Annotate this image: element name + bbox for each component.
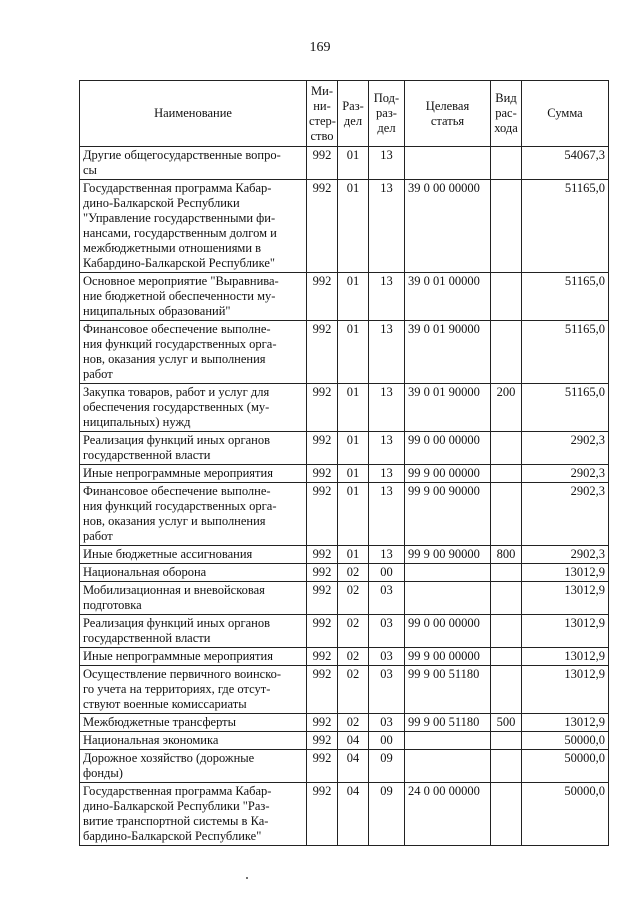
row-sum: 2902,3 bbox=[522, 465, 609, 483]
row-section: 01 bbox=[338, 273, 369, 321]
row-ministry: 992 bbox=[307, 180, 338, 273]
row-expense-type: 800 bbox=[491, 546, 522, 564]
row-section: 02 bbox=[338, 666, 369, 714]
row-ministry: 992 bbox=[307, 582, 338, 615]
row-expense-type bbox=[491, 321, 522, 384]
row-sum: 50000,0 bbox=[522, 783, 609, 846]
header-target: Целевая статья bbox=[405, 81, 491, 147]
row-section: 01 bbox=[338, 465, 369, 483]
row-sum: 51165,0 bbox=[522, 321, 609, 384]
row-expense-type bbox=[491, 732, 522, 750]
row-ministry: 992 bbox=[307, 666, 338, 714]
row-section: 04 bbox=[338, 783, 369, 846]
row-target: 99 9 00 00000 bbox=[405, 648, 491, 666]
row-name: Реализация функций иных органов государственной власти bbox=[80, 615, 307, 648]
row-name: Иные непрограммные мероприятия bbox=[80, 648, 307, 666]
row-target: 99 0 00 00000 bbox=[405, 432, 491, 465]
row-sum: 51165,0 bbox=[522, 384, 609, 432]
row-name: Финансовое обеспечение выполне- ния функций государственных орга- нов, оказания услуг и выполнения работ bbox=[80, 483, 307, 546]
row-section: 01 bbox=[338, 147, 369, 180]
row-name: Основное мероприятие "Выравнива- ние бюджетной обеспеченности му- ниципальных образований" bbox=[80, 273, 307, 321]
table-row bbox=[80, 546, 609, 564]
row-name: Национальная оборона bbox=[80, 564, 307, 582]
table-row bbox=[80, 384, 609, 432]
row-sum: 13012,9 bbox=[522, 564, 609, 582]
row-target: 99 9 00 90000 bbox=[405, 483, 491, 546]
row-ministry: 992 bbox=[307, 483, 338, 546]
row-subsection: 03 bbox=[369, 615, 405, 648]
row-name: Иные бюджетные ассигнования bbox=[80, 546, 307, 564]
row-section: 02 bbox=[338, 615, 369, 648]
row-sum: 50000,0 bbox=[522, 750, 609, 783]
row-section: 04 bbox=[338, 732, 369, 750]
row-ministry: 992 bbox=[307, 564, 338, 582]
row-subsection: 13 bbox=[369, 465, 405, 483]
row-sum: 13012,9 bbox=[522, 666, 609, 714]
row-expense-type bbox=[491, 432, 522, 465]
row-sum: 51165,0 bbox=[522, 180, 609, 273]
row-target: 99 9 00 51180 bbox=[405, 666, 491, 714]
table-row bbox=[80, 732, 609, 750]
row-name: Финансовое обеспечение выполне- ния функций государственных орга- нов, оказания услуг и выполнения работ bbox=[80, 321, 307, 384]
row-name: Дорожное хозяйство (дорожные фонды) bbox=[80, 750, 307, 783]
row-target: 99 9 00 90000 bbox=[405, 546, 491, 564]
row-expense-type: 200 bbox=[491, 384, 522, 432]
row-ministry: 992 bbox=[307, 321, 338, 384]
row-ministry: 992 bbox=[307, 273, 338, 321]
row-target: 39 0 01 90000 bbox=[405, 384, 491, 432]
row-subsection: 03 bbox=[369, 666, 405, 714]
budget-table bbox=[79, 80, 609, 846]
table-row bbox=[80, 321, 609, 384]
table-row bbox=[80, 147, 609, 180]
header-ministry: Ми- ни- стер- ство bbox=[307, 81, 338, 147]
row-name: Государственная программа Кабар- дино-Балкарской Республики "Управление государственными фи- нансами, государственным долгом и межбюджетными отношениями в Кабардино-Балкарской Республике" bbox=[80, 180, 307, 273]
row-subsection: 00 bbox=[369, 564, 405, 582]
row-ministry: 992 bbox=[307, 648, 338, 666]
row-name: Реализация функций иных органов государственной власти bbox=[80, 432, 307, 465]
row-ministry: 992 bbox=[307, 465, 338, 483]
row-name: Закупка товаров, работ и услуг для обеспечения государственных (му- ниципальных) нужд bbox=[80, 384, 307, 432]
table-row bbox=[80, 783, 609, 846]
row-ministry: 992 bbox=[307, 714, 338, 732]
row-name: Межбюджетные трансферты bbox=[80, 714, 307, 732]
row-sum: 51165,0 bbox=[522, 273, 609, 321]
row-subsection: 13 bbox=[369, 180, 405, 273]
row-subsection: 13 bbox=[369, 546, 405, 564]
row-expense-type bbox=[491, 465, 522, 483]
header-row bbox=[80, 81, 609, 147]
row-ministry: 992 bbox=[307, 732, 338, 750]
row-subsection: 03 bbox=[369, 648, 405, 666]
row-target: 39 0 00 00000 bbox=[405, 180, 491, 273]
row-subsection: 03 bbox=[369, 582, 405, 615]
row-ministry: 992 bbox=[307, 432, 338, 465]
row-section: 01 bbox=[338, 483, 369, 546]
row-sum: 13012,9 bbox=[522, 714, 609, 732]
header-subsection: Под- раз- дел bbox=[369, 81, 405, 147]
table-row bbox=[80, 615, 609, 648]
row-subsection: 09 bbox=[369, 783, 405, 846]
row-target: 39 0 01 90000 bbox=[405, 321, 491, 384]
row-subsection: 13 bbox=[369, 147, 405, 180]
row-target bbox=[405, 750, 491, 783]
row-name: Мобилизационная и вневойсковая подготовка bbox=[80, 582, 307, 615]
row-subsection: 03 bbox=[369, 714, 405, 732]
row-name: Иные непрограммные мероприятия bbox=[80, 465, 307, 483]
row-target bbox=[405, 564, 491, 582]
row-target: 99 9 00 00000 bbox=[405, 465, 491, 483]
header-section: Раз- дел bbox=[338, 81, 369, 147]
stray-dot bbox=[246, 877, 248, 879]
row-target bbox=[405, 582, 491, 615]
row-ministry: 992 bbox=[307, 615, 338, 648]
page-number: 169 bbox=[309, 40, 331, 55]
table-row bbox=[80, 750, 609, 783]
row-ministry: 992 bbox=[307, 384, 338, 432]
header-expense-type: Вид рас- хода bbox=[491, 81, 522, 147]
row-sum: 54067,3 bbox=[522, 147, 609, 180]
header-name: Наименование bbox=[80, 81, 307, 147]
row-expense-type bbox=[491, 582, 522, 615]
row-expense-type bbox=[491, 615, 522, 648]
row-expense-type bbox=[491, 564, 522, 582]
row-section: 01 bbox=[338, 432, 369, 465]
row-section: 02 bbox=[338, 714, 369, 732]
table-row bbox=[80, 483, 609, 546]
row-section: 02 bbox=[338, 582, 369, 615]
row-expense-type bbox=[491, 147, 522, 180]
row-section: 02 bbox=[338, 648, 369, 666]
row-expense-type: 500 bbox=[491, 714, 522, 732]
row-expense-type bbox=[491, 648, 522, 666]
row-ministry: 992 bbox=[307, 147, 338, 180]
row-sum: 50000,0 bbox=[522, 732, 609, 750]
row-subsection: 13 bbox=[369, 384, 405, 432]
row-name: Национальная экономика bbox=[80, 732, 307, 750]
row-subsection: 09 bbox=[369, 750, 405, 783]
row-name: Осуществление первичного воинско- го учета на территориях, где отсут- ствуют военные комиссариаты bbox=[80, 666, 307, 714]
table-row bbox=[80, 648, 609, 666]
table-row bbox=[80, 465, 609, 483]
table-row bbox=[80, 273, 609, 321]
row-expense-type bbox=[491, 750, 522, 783]
row-sum: 2902,3 bbox=[522, 483, 609, 546]
row-sum: 13012,9 bbox=[522, 582, 609, 615]
row-target bbox=[405, 147, 491, 180]
row-subsection: 13 bbox=[369, 321, 405, 384]
row-target: 99 9 00 51180 bbox=[405, 714, 491, 732]
row-sum: 13012,9 bbox=[522, 615, 609, 648]
row-name: Другие общегосударственные вопро- сы bbox=[80, 147, 307, 180]
row-target bbox=[405, 732, 491, 750]
row-ministry: 992 bbox=[307, 750, 338, 783]
row-section: 01 bbox=[338, 180, 369, 273]
row-subsection: 13 bbox=[369, 432, 405, 465]
row-section: 01 bbox=[338, 321, 369, 384]
row-section: 02 bbox=[338, 564, 369, 582]
row-subsection: 13 bbox=[369, 273, 405, 321]
row-ministry: 992 bbox=[307, 546, 338, 564]
row-sum: 2902,3 bbox=[522, 546, 609, 564]
table-row bbox=[80, 564, 609, 582]
row-sum: 13012,9 bbox=[522, 648, 609, 666]
row-name: Государственная программа Кабар- дино-Балкарской Республики "Раз- витие транспортной системы в Ка- бардино-Балкарской Республике" bbox=[80, 783, 307, 846]
row-target: 24 0 00 00000 bbox=[405, 783, 491, 846]
row-expense-type bbox=[491, 180, 522, 273]
row-section: 01 bbox=[338, 546, 369, 564]
row-target: 99 0 00 00000 bbox=[405, 615, 491, 648]
table-row bbox=[80, 582, 609, 615]
row-sum: 2902,3 bbox=[522, 432, 609, 465]
row-target: 39 0 01 00000 bbox=[405, 273, 491, 321]
row-expense-type bbox=[491, 783, 522, 846]
header-sum: Сумма bbox=[522, 81, 609, 147]
row-expense-type bbox=[491, 666, 522, 714]
row-subsection: 00 bbox=[369, 732, 405, 750]
row-section: 04 bbox=[338, 750, 369, 783]
row-expense-type bbox=[491, 483, 522, 546]
row-ministry: 992 bbox=[307, 783, 338, 846]
row-expense-type bbox=[491, 273, 522, 321]
budget-table-body bbox=[80, 147, 609, 846]
table-row bbox=[80, 432, 609, 465]
table-row bbox=[80, 714, 609, 732]
table-row bbox=[80, 666, 609, 714]
row-subsection: 13 bbox=[369, 483, 405, 546]
row-section: 01 bbox=[338, 384, 369, 432]
table-row bbox=[80, 180, 609, 273]
